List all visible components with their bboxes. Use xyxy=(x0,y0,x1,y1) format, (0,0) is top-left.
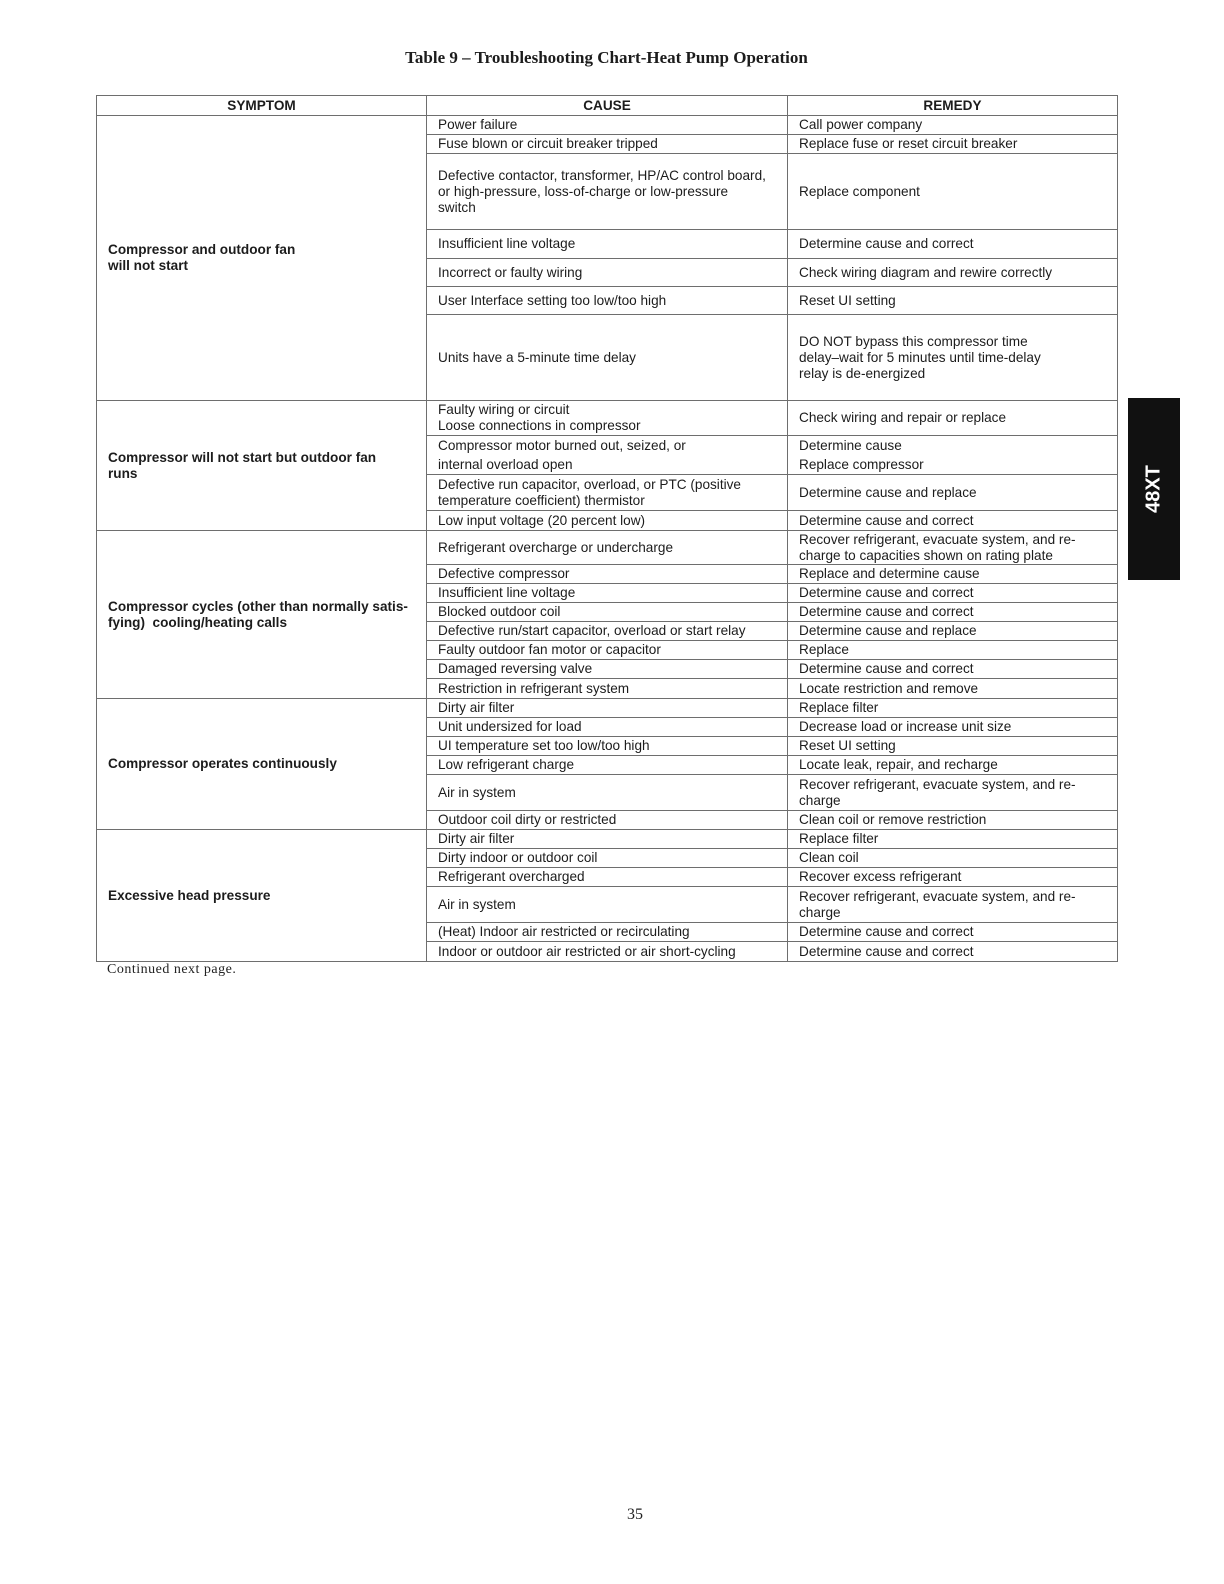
remedy-text-line: Replace fuse or reset circuit breaker xyxy=(799,136,1018,151)
cause-cell xyxy=(427,230,788,259)
symptom-cell xyxy=(97,531,427,699)
cause-text-line: Defective contactor, transformer, HP/AC control board, xyxy=(438,167,766,183)
remedy-cell xyxy=(788,259,1118,287)
continued-note: Continued next page. xyxy=(107,962,237,977)
remedy-text-line: Replace filter xyxy=(799,700,879,715)
cause-text-line: Unit undersized for load xyxy=(438,719,582,734)
remedy-cell xyxy=(788,315,1118,401)
remedy-cell xyxy=(788,475,1118,511)
remedy-cell xyxy=(788,699,1118,718)
cause-cell xyxy=(427,584,788,603)
symptom-cell xyxy=(97,699,427,830)
remedy-text-line: Determine cause and correct xyxy=(799,943,974,959)
cause-cell xyxy=(427,531,788,565)
remedy-cell xyxy=(788,849,1118,868)
remedy-cell xyxy=(788,811,1118,830)
symptom-cell xyxy=(97,401,427,531)
cause-cell xyxy=(427,887,788,923)
remedy-text-line: Replace and determine cause xyxy=(799,566,980,581)
cause-cell xyxy=(427,718,788,737)
symptom-text-line: will not start xyxy=(108,258,189,273)
remedy-cell xyxy=(788,641,1118,660)
remedy-text-line: charge xyxy=(799,792,841,808)
cause-text-line: Low refrigerant charge xyxy=(438,757,575,772)
remedy-text-line: Determine cause and replace xyxy=(799,484,977,500)
remedy-cell xyxy=(788,830,1118,849)
remedy-cell xyxy=(788,116,1118,135)
cause-cell xyxy=(427,923,788,942)
remedy-cell xyxy=(788,584,1118,603)
symptom-text-line: Compressor operates continuously xyxy=(108,756,337,771)
remedy-cell xyxy=(788,565,1118,584)
troubleshooting-table xyxy=(96,95,1118,962)
remedy-text-line: Clean coil xyxy=(799,850,859,865)
remedy-text-line: Decrease load or increase unit size xyxy=(799,719,1012,734)
remedy-text-line: Recover excess refrigerant xyxy=(799,869,962,884)
cause-cell xyxy=(427,259,788,287)
cause-text-line: Dirty indoor or outdoor coil xyxy=(438,850,598,865)
cause-cell xyxy=(427,511,788,531)
table-row xyxy=(97,531,1118,565)
cause-text-line: User Interface setting too low/too high xyxy=(438,292,667,308)
cause-cell xyxy=(427,641,788,660)
remedy-text-line: Replace component xyxy=(799,183,920,199)
cause-text-line: Refrigerant overcharged xyxy=(438,869,585,884)
cause-text-line: Power failure xyxy=(438,117,518,132)
cause-cell xyxy=(427,660,788,679)
remedy-cell xyxy=(788,135,1118,154)
table-body xyxy=(97,116,1118,962)
remedy-cell xyxy=(788,923,1118,942)
remedy-cell xyxy=(788,868,1118,887)
remedy-text-line: Determine cause and correct xyxy=(799,236,974,251)
symptom-cell xyxy=(97,116,427,401)
remedy-cell xyxy=(788,401,1118,436)
cause-cell xyxy=(427,811,788,830)
symptom-cell xyxy=(97,830,427,962)
cause-cell xyxy=(427,135,788,154)
remedy-text-line: Determine cause and replace xyxy=(799,623,977,638)
cause-text-line: Insufficient line voltage xyxy=(438,585,576,600)
remedy-text-line: Recover refrigerant, evacuate system, and re- xyxy=(799,888,1076,904)
side-tab-label: 48XT xyxy=(1142,465,1165,513)
remedy-cell xyxy=(788,942,1118,962)
cause-text-line: Refrigerant overcharge or undercharge xyxy=(438,539,674,555)
remedy-cell xyxy=(788,603,1118,622)
cause-cell xyxy=(427,401,788,436)
cause-text-line: Defective run/start capacitor, overload or start relay xyxy=(438,623,746,638)
cause-text-line: Units have a 5-minute time delay xyxy=(438,349,636,365)
remedy-text-line: Reset UI setting xyxy=(799,292,896,308)
remedy-text-line: relay is de-energized xyxy=(799,365,926,381)
remedy-cell xyxy=(788,622,1118,641)
remedy-cell xyxy=(788,756,1118,775)
cause-cell xyxy=(427,565,788,584)
page-number: 35 xyxy=(627,1506,643,1523)
cause-cell xyxy=(427,475,788,511)
remedy-text-line: Locate leak, repair, and recharge xyxy=(799,757,998,772)
symptom-text-line: runs xyxy=(108,465,138,481)
remedy-text-line: Determine cause and correct xyxy=(799,512,974,528)
remedy-text-line: Check wiring and repair or replace xyxy=(799,410,1007,425)
cause-cell xyxy=(427,315,788,401)
symptom-text-line: Compressor will not start but outdoor fan xyxy=(108,449,377,465)
remedy-cell xyxy=(788,436,1118,475)
cause-text-line: UI temperature set too low/too high xyxy=(438,738,650,753)
cause-text-line: switch xyxy=(438,199,476,215)
remedy-text-line: Locate restriction and remove xyxy=(799,680,979,696)
cause-text-line: Outdoor coil dirty or restricted xyxy=(438,812,617,827)
remedy-text-line: DO NOT bypass this compressor time xyxy=(799,333,1028,349)
cause-text-line: Faulty outdoor fan motor or capacitor xyxy=(438,642,661,657)
cause-text-line: (Heat) Indoor air restricted or recirculating xyxy=(438,924,690,939)
remedy-cell xyxy=(788,531,1118,565)
cause-cell xyxy=(427,116,788,135)
remedy-text-line: Replace filter xyxy=(799,831,879,846)
cause-text-line: internal overload open xyxy=(438,457,573,472)
table-title: Table 9 – Troubleshooting Chart-Heat Pump Operation xyxy=(405,48,808,67)
cause-text-line: Damaged reversing valve xyxy=(438,661,593,676)
header-symptom: SYMPTOM xyxy=(97,96,427,116)
remedy-text-line: charge xyxy=(799,904,841,920)
table-row xyxy=(97,699,1118,718)
cause-text-line: Faulty wiring or circuit xyxy=(438,402,570,417)
table-row xyxy=(97,401,1118,436)
cause-cell xyxy=(427,622,788,641)
remedy-text-line: Clean coil or remove restriction xyxy=(799,812,987,827)
remedy-text-line: Recover refrigerant, evacuate system, and re- xyxy=(799,531,1076,547)
remedy-cell xyxy=(788,737,1118,756)
remedy-cell xyxy=(788,679,1118,699)
table-row xyxy=(97,116,1118,135)
remedy-text-line: Determine cause and correct xyxy=(799,924,974,939)
cause-cell xyxy=(427,737,788,756)
cause-text-line: Loose connections in compressor xyxy=(438,418,641,433)
table-row xyxy=(97,830,1118,849)
remedy-text-line: Call power company xyxy=(799,117,923,132)
cause-text-line: Compressor motor burned out, seized, or xyxy=(438,438,686,453)
remedy-text-line: Determine cause and correct xyxy=(799,604,974,619)
cause-cell xyxy=(427,287,788,315)
cause-text-line: Air in system xyxy=(438,784,516,800)
cause-text-line: Indoor or outdoor air restricted or air short-cycling xyxy=(438,943,736,959)
symptom-text-line: Compressor cycles (other than normally satis- xyxy=(108,598,408,614)
remedy-text-line: Recover refrigerant, evacuate system, and re- xyxy=(799,776,1076,792)
cause-text-line: Dirty air filter xyxy=(438,831,515,846)
remedy-text-line: delay–wait for 5 minutes until time-delay xyxy=(799,349,1041,365)
remedy-text-line: Replace compressor xyxy=(799,457,924,472)
cause-text-line: Defective run capacitor, overload, or PTC (positive xyxy=(438,476,741,492)
remedy-text-line: Determine cause and correct xyxy=(799,585,974,600)
remedy-text-line: Determine cause xyxy=(799,438,902,453)
remedy-cell xyxy=(788,775,1118,811)
header-cause: CAUSE xyxy=(427,96,788,116)
cause-cell xyxy=(427,436,788,475)
cause-cell xyxy=(427,830,788,849)
symptom-text-line: Compressor and outdoor fan xyxy=(108,242,296,257)
cause-cell xyxy=(427,942,788,962)
cause-cell xyxy=(427,679,788,699)
cause-cell xyxy=(427,849,788,868)
symptom-text-line: Excessive head pressure xyxy=(108,887,271,903)
remedy-cell xyxy=(788,887,1118,923)
header-row xyxy=(97,96,1118,116)
remedy-cell xyxy=(788,154,1118,230)
cause-text-line: Restriction in refrigerant system xyxy=(438,680,630,696)
remedy-cell xyxy=(788,718,1118,737)
cause-text-line: Dirty air filter xyxy=(438,700,515,715)
remedy-text-line: Reset UI setting xyxy=(799,738,896,753)
cause-text-line: or high-pressure, loss-of-charge or low-pressure xyxy=(438,183,729,199)
cause-text-line: Insufficient line voltage xyxy=(438,236,576,251)
table-header xyxy=(97,96,1118,116)
remedy-cell xyxy=(788,511,1118,531)
cause-cell xyxy=(427,775,788,811)
cause-cell xyxy=(427,603,788,622)
cause-text-line: Blocked outdoor coil xyxy=(438,604,561,619)
remedy-text-line: Determine cause and correct xyxy=(799,661,974,676)
cause-text-line: Fuse blown or circuit breaker tripped xyxy=(438,136,658,151)
cause-text-line: temperature coefficient) thermistor xyxy=(438,492,645,508)
cause-text-line: Defective compressor xyxy=(438,566,570,581)
remedy-text-line: Check wiring diagram and rewire correctly xyxy=(799,264,1053,280)
cause-cell xyxy=(427,868,788,887)
cause-text-line: Air in system xyxy=(438,896,516,912)
cause-cell xyxy=(427,154,788,230)
remedy-cell xyxy=(788,230,1118,259)
header-remedy: REMEDY xyxy=(788,96,1118,116)
cause-cell xyxy=(427,699,788,718)
side-tab xyxy=(1128,398,1180,580)
cause-cell xyxy=(427,756,788,775)
remedy-text-line: Replace xyxy=(799,642,849,657)
remedy-cell xyxy=(788,287,1118,315)
symptom-text-line: fying) cooling/heating calls xyxy=(108,614,288,630)
cause-text-line: Low input voltage (20 percent low) xyxy=(438,512,646,528)
cause-text-line: Incorrect or faulty wiring xyxy=(438,264,583,280)
remedy-cell xyxy=(788,660,1118,679)
remedy-text-line: charge to capacities shown on rating plate xyxy=(799,547,1053,563)
